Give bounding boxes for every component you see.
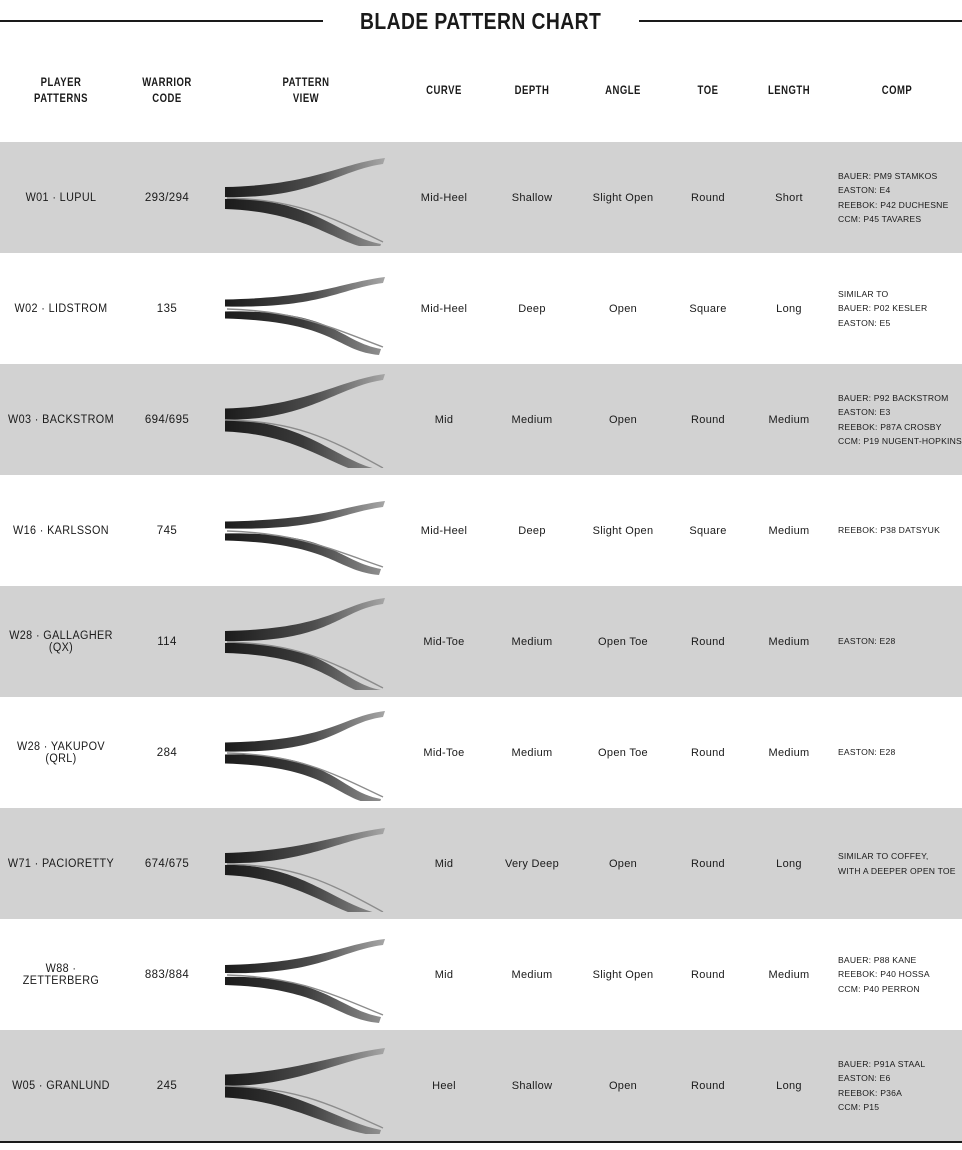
table-row <box>0 364 962 475</box>
cell-comp <box>832 253 962 364</box>
cell-depth: Medium <box>511 968 553 981</box>
column-header-toe: TOE <box>697 85 719 98</box>
cell-player-pattern: W71 · PACIORETTY <box>7 857 115 870</box>
cell-player-pattern: W28 · YAKUPOV (QRL) <box>16 740 105 765</box>
table-row <box>0 475 962 586</box>
cell-angle: Slight Open <box>592 524 654 537</box>
cell-comp <box>832 586 962 697</box>
column-header-player: PLAYER PATTERNS <box>34 77 88 105</box>
cell-depth: Deep <box>518 302 546 315</box>
blade-pattern-table <box>0 42 962 1141</box>
blade-pattern-illustration <box>212 697 400 808</box>
comp-line: BAUER: P88 KANE <box>838 955 917 966</box>
comp-line: BAUER: P02 KESLER <box>838 303 928 314</box>
cell-toe: Round <box>691 635 725 648</box>
blade-pattern-illustration <box>212 586 400 697</box>
comp-line: EASTON: E6 <box>838 1073 891 1084</box>
cell-depth: Medium <box>511 413 553 426</box>
blade-pattern-illustration <box>212 919 400 1030</box>
cell-comp <box>832 1030 962 1141</box>
cell-warrior-code: 694/695 <box>144 413 190 426</box>
cell-length: Long <box>776 302 802 315</box>
table-body <box>0 142 962 1141</box>
cell-comp <box>832 364 962 475</box>
comp-line: EASTON: E5 <box>838 317 891 328</box>
comp-line: EASTON: E28 <box>838 747 896 758</box>
cell-toe: Round <box>691 1079 725 1092</box>
title-rule-left <box>0 20 323 22</box>
column-header-pattern-view: PATTERN VIEW <box>282 77 330 105</box>
page-title: BLADE PATTERN CHART <box>360 7 602 34</box>
cell-toe: Round <box>691 191 725 204</box>
cell-warrior-code: 114 <box>157 635 177 648</box>
cell-warrior-code: 284 <box>156 746 178 759</box>
cell-player-pattern: W28 · GALLAGHER (QX) <box>9 629 113 654</box>
cell-angle: Open <box>608 413 638 426</box>
cell-curve: Heel <box>432 1079 456 1092</box>
comp-line: BAUER: P91A STAAL <box>838 1059 926 1070</box>
comp-line: CCM: P45 TAVARES <box>838 213 922 224</box>
comp-line: REEBOK: P36A <box>838 1087 903 1098</box>
comp-line: SIMILAR TO COFFEY, <box>838 851 929 862</box>
table-row <box>0 586 962 697</box>
comp-line: CCM: P40 PERRON <box>838 983 920 994</box>
cell-warrior-code: 245 <box>156 1079 178 1092</box>
blade-pattern-illustration <box>212 253 400 364</box>
cell-length: Medium <box>768 968 810 981</box>
comp-line: EASTON: E28 <box>838 636 896 647</box>
cell-curve: Mid-Heel <box>420 302 468 315</box>
cell-player-pattern: W03 · BACKSTROM <box>8 413 114 426</box>
comp-line: CCM: P19 NUGENT-HOPKINS <box>838 435 962 446</box>
comp-line: EASTON: E4 <box>838 185 891 196</box>
cell-curve: Mid <box>434 413 454 426</box>
cell-warrior-code: 674/675 <box>144 857 190 870</box>
blade-pattern-illustration <box>212 1030 400 1141</box>
cell-player-pattern: W05 · GRANLUND <box>12 1079 110 1092</box>
comp-line: REEBOK: P87A CROSBY <box>838 421 942 432</box>
comp-line: EASTON: E3 <box>838 407 891 418</box>
comp-line: REEBOK: P40 HOSSA <box>838 969 930 980</box>
cell-player-pattern: W16 · KARLSSON <box>13 524 109 537</box>
cell-warrior-code: 293/294 <box>144 191 190 204</box>
cell-length: Short <box>775 191 803 204</box>
column-header-warrior-code: WARRIOR CODE <box>142 77 192 105</box>
column-header-comp: COMP <box>881 85 913 98</box>
comp-line: SIMILAR TO <box>838 289 889 300</box>
cell-length: Medium <box>768 746 810 759</box>
column-header-depth: DEPTH <box>514 85 550 98</box>
cell-depth: Deep <box>518 524 546 537</box>
cell-length: Medium <box>768 635 810 648</box>
cell-curve: Mid-Heel <box>420 191 468 204</box>
table-header <box>0 42 962 142</box>
cell-toe: Round <box>691 413 725 426</box>
cell-angle: Open Toe <box>598 746 648 759</box>
cell-depth: Very Deep <box>504 857 560 870</box>
cell-warrior-code: 745 <box>156 524 178 537</box>
table-row <box>0 919 962 1030</box>
comp-line: REEBOK: P42 DUCHESNE <box>838 199 949 210</box>
cell-angle: Open <box>608 302 638 315</box>
blade-pattern-illustration <box>212 808 400 919</box>
title-rule-right <box>639 20 962 22</box>
table-row <box>0 808 962 919</box>
cell-comp <box>832 697 962 808</box>
cell-player-pattern: W02 · LIDSTROM <box>14 302 108 315</box>
cell-angle: Open <box>608 1079 638 1092</box>
column-header-length: LENGTH <box>767 85 811 98</box>
cell-length: Medium <box>768 413 810 426</box>
cell-warrior-code: 135 <box>156 302 178 315</box>
cell-angle: Slight Open <box>592 968 654 981</box>
table-row <box>0 697 962 808</box>
cell-curve: Mid-Toe <box>423 635 465 648</box>
cell-toe: Round <box>691 857 725 870</box>
column-header-angle: ANGLE <box>605 85 641 98</box>
comp-line: BAUER: P92 BACKSTROM <box>838 393 949 404</box>
cell-depth: Medium <box>511 746 553 759</box>
cell-toe: Square <box>689 524 727 537</box>
cell-comp <box>832 919 962 1030</box>
comp-line: WITH A DEEPER OPEN TOE <box>838 865 956 876</box>
cell-curve: Mid-Toe <box>423 746 465 759</box>
blade-pattern-illustration <box>212 475 400 586</box>
comp-line: BAUER: PM9 STAMKOS <box>838 171 938 182</box>
cell-length: Long <box>776 1079 802 1092</box>
cell-comp <box>832 142 962 253</box>
cell-toe: Square <box>689 302 727 315</box>
cell-curve: Mid-Heel <box>420 524 468 537</box>
cell-depth: Shallow <box>511 1079 553 1092</box>
table-row <box>0 1030 962 1141</box>
cell-toe: Round <box>691 968 725 981</box>
table-row <box>0 253 962 364</box>
cell-warrior-code: 883/884 <box>144 968 190 981</box>
page-title-bar <box>0 0 962 42</box>
table-header-row <box>0 42 962 142</box>
comp-line: REEBOK: P38 DATSYUK <box>838 525 941 536</box>
cell-angle: Open Toe <box>598 635 648 648</box>
cell-depth: Medium <box>511 635 553 648</box>
cell-comp <box>832 808 962 919</box>
cell-curve: Mid <box>434 857 454 870</box>
cell-curve: Mid <box>434 968 454 981</box>
table-row <box>0 142 962 253</box>
blade-pattern-illustration <box>212 364 400 475</box>
table-bottom-rule <box>0 1141 962 1143</box>
cell-depth: Shallow <box>511 191 553 204</box>
column-header-curve: CURVE <box>426 85 462 98</box>
cell-angle: Slight Open <box>592 191 654 204</box>
cell-comp <box>832 475 962 586</box>
cell-length: Long <box>776 857 802 870</box>
cell-angle: Open <box>608 857 638 870</box>
comp-line: CCM: P15 <box>838 1101 880 1112</box>
cell-player-pattern: W01 · LUPUL <box>25 191 97 204</box>
cell-toe: Round <box>691 746 725 759</box>
blade-pattern-illustration <box>212 142 400 253</box>
cell-player-pattern: W88 · ZETTERBERG <box>22 962 100 987</box>
cell-length: Medium <box>768 524 810 537</box>
